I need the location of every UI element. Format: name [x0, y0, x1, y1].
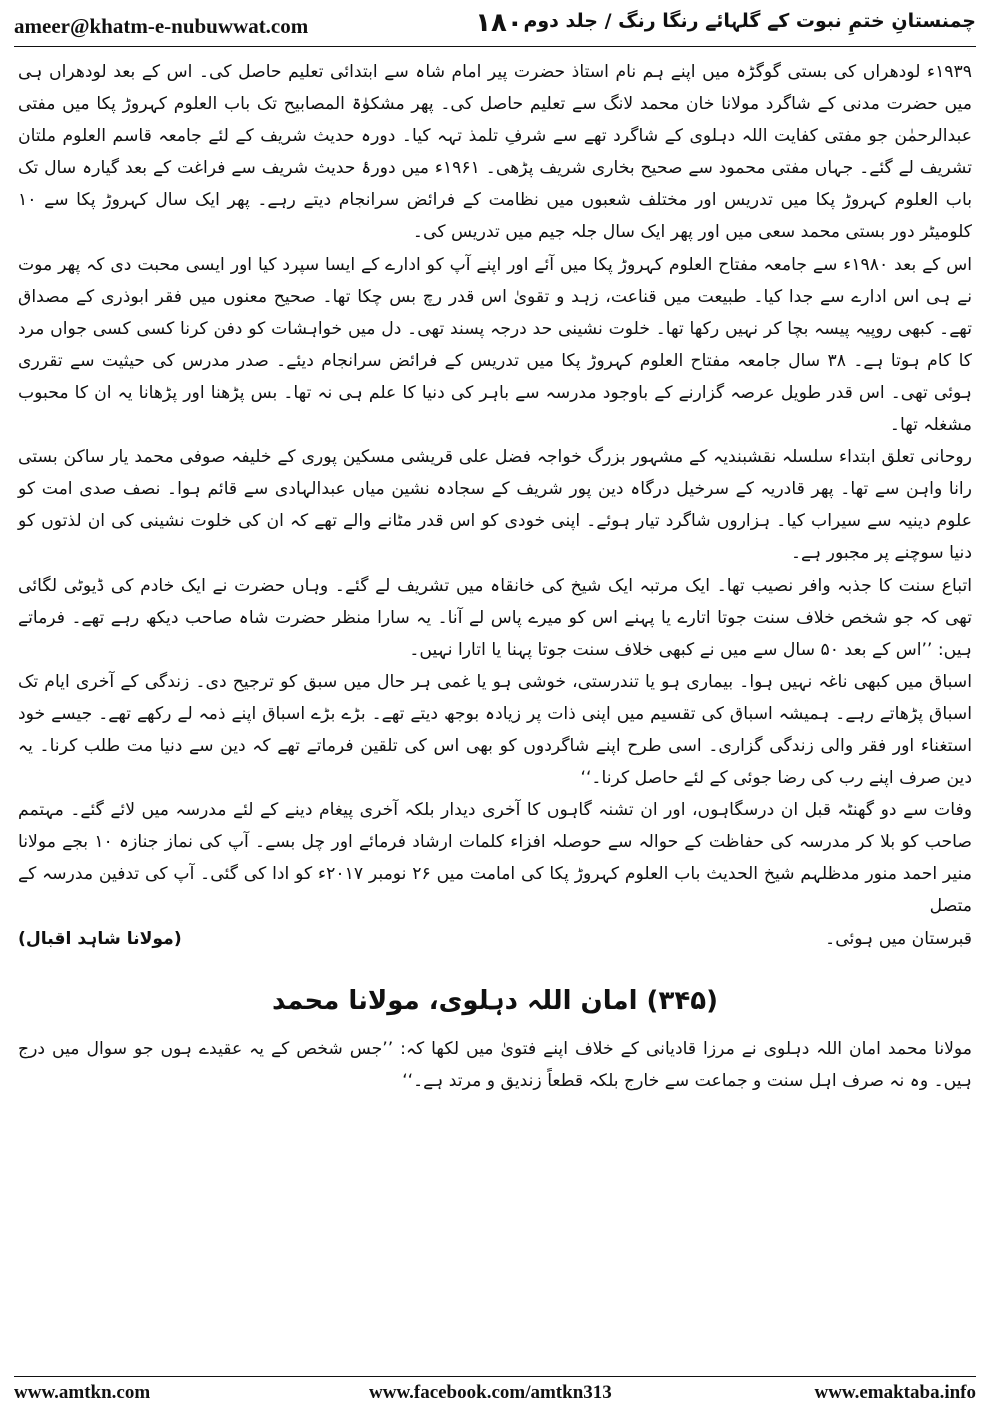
- paragraph-lessons: اسباق میں کبھی ناغہ نہیں ہوا۔ بیماری ہو یا تندرستی، خوشی ہو یا غمی ہر حال میں سبق کو ترجیح دی۔ زندگی کے آخری ایام تک اسباق پڑھاتے رہے۔ ہمیشہ اسباق کی تقسیم میں اپنی ذات پر زیادہ بوجھ دیتے تھے۔ بڑے بڑے اسباق اپنے ذمہ لے رکھے تھے۔ جیسے خود استغناء اور فقر والی زندگی گزاری۔ اسی طرح اپنے شاگردوں کو بھی اس کی تلقین فرماتے تھے کہ دین سے دنیا مت طلب کرنا۔ یہ دین صرف اپنے رب کی رضا جوئی کے لئے حاصل کرنا۔‘‘: [18, 671, 972, 789]
- page-number: ۱۸۰: [475, 8, 523, 38]
- page-body: [18, 56, 972, 1097]
- header-divider: [14, 46, 976, 47]
- header-email[interactable]: ameer@khatm-e-nubuwwat.com: [14, 14, 309, 38]
- page-footer: [14, 1382, 976, 1412]
- paragraph-education: ۱۹۳۹ء لودھراں کی بستی گوگڑہ میں اپنے ہم نام استاذ حضرت پیر امام شاہ سے ابتدائی تعلیم حاصل کی۔ اس کے بعد لودھراں ہی میں حضرت مدنی کے شاگرد مولانا خان محمد لانگ سے تعلیم حاصل کی۔ پھر مشکوٰۃ المصابیح تک باب العلوم کہروڑ پکا میں مفتی عبدالرحمٰن جو مفتی کفایت اللہ دہلوی کے شاگرد تھے سے شرفِ تلمذ تہہ کیا۔ دورہ حدیث شریف کے لئے جامعہ قاسم العلوم ملتان تشریف لے گئے۔ جہاں مفتی محمود سے صحیح بخاری شریف پڑھی۔ ۱۹۶۱ء میں دورۂ حدیث شریف سے فراغت کے بعد گیارہ سال تک باب العلوم کہروڑ پکا میں تدریس اور مختلف شعبوں میں نظامت کے فرائض سرانجام دیتے رہے۔ پھر ایک سال کہروڑ پکا سے ۱۰ کلومیٹر دور بستی محمد سعی میں اور پھر ایک سال جلہ جیم میں تدریس کی۔: [18, 62, 972, 243]
- footer-link-emaktaba[interactable]: www.emaktaba.info: [814, 1382, 976, 1403]
- author-credit: (مولانا شاہد اقبال): [18, 928, 182, 949]
- page-header: [14, 6, 976, 46]
- paragraph-teaching: اس کے بعد ۱۹۸۰ء سے جامعہ مفتاح العلوم کہروڑ پکا میں آئے اور اپنے آپ کو ادارے کے ایسا سپرد کیا اور ایسی محبت دی کہ پھر موت نے ہی اس ادارے سے جدا کیا۔ طبیعت میں قناعت، زہد و تقویٰ اس قدر رچ بس چکا تھا۔ صحیح معنوں میں فقر ابوذری کے مصداق تھے۔ کبھی روپیہ پیسہ بچا کر نہیں رکھا تھا۔ خلوت نشینی حد درجہ پسند تھی۔ دل میں خواہشات کو دفن کرنا کسی کسی جواں مرد کا کام ہوتا ہے۔ ۳۸ سال جامعہ مفتاح العلوم کہروڑ پکا میں تدریس کے فرائض سرانجام دیئے۔ صدر مدرس کی حیثیت سے تقرری ہوئی تھی۔ اس قدر طویل عرصہ گزارنے کے باوجود مدرسہ سے باہر کی دنیا کا علم ہی نہ تھا۔ بس پڑھنا اور پڑھانا یہ ان کا محبوب مشغلہ تھا۔: [18, 254, 973, 436]
- paragraph-death-last-line: قبرستان میں ہوئی۔: [825, 928, 972, 949]
- paragraph-sunnah: اتباع سنت کا جذبہ وافر نصیب تھا۔ ایک مرتبہ ایک شیخ کی خانقاہ میں تشریف لے گئے۔ وہاں حضرت نے ایک خادم کی ڈیوٹی لگائی تھی کہ جو شخص خلاف سنت جوتا اتارے یا پہنے اس کو میرے پاس لے آنا۔ یہ سارا منظر حضرت شاہ صاحب دیکھ رہے تھے۔ فرماتے ہیں: ’’اس کے بعد ۵۰ سال سے میں نے کبھی خلاف سنت جوتا پہنا یا اتارا نہیں۔: [18, 575, 972, 660]
- paragraph-fatwa: مولانا محمد امان اللہ دہلوی نے مرزا قادیانی کے خلاف اپنے فتویٰ میں لکھا کہ: ’’جس شخص کے یہ عقیدے ہوں جو سوال میں درج ہیں۔ وہ نہ صرف اہل سنت و جماعت سے خارج بلکہ قطعاً زندیق و مرتد ہے۔‘‘: [18, 1038, 972, 1091]
- book-title: چمنستانِ ختمِ نبوت کے گلہائے رنگا رنگ / جلد دوم: [523, 10, 976, 32]
- paragraph-spiritual: روحانی تعلق ابتداء سلسلہ نقشبندیہ کے مشہور بزرگ خواجہ فضل علی قریشی مسکین پوری کے خلیفہ صوفی محمد یار ساکن بستی رانا واہن سے تھا۔ پھر قادریہ کے سرخیل درگاہ دین پور شریف کے سجادہ نشین میاں عبدالہادی سے قائم ہوا۔ نصف صدی امت کو علوم دینیہ سے سیراب کیا۔ ہزاروں شاگرد تیار ہوئے۔ اپنی خودی کو اس قدر مٹانے والے تھے کہ ان کی خلوت نشینی کی ان لذتوں کو دنیا سوچنے پر مجبور ہے۔: [18, 447, 972, 564]
- paragraph-death-end: [18, 923, 972, 955]
- footer-link-facebook[interactable]: www.facebook.com/amtkn313: [369, 1382, 612, 1403]
- footer-divider: [14, 1376, 976, 1377]
- footer-link-amtkn[interactable]: www.amtkn.com: [14, 1382, 151, 1403]
- paragraph-death: وفات سے دو گھنٹہ قبل ان درسگاہوں، اور ان تشنہ گاہوں کا آخری دیدار بلکہ آخری پیغام دینے کے لئے مدرسہ میں لائے گئے۔ مہتمم صاحب کو بلا کر مدرسہ کی حفاظت کے حوالہ سے حوصلہ افزاء کلمات ارشاد فرمائے اور چل بسے۔ آپ کی نماز جنازہ ۱۰ بجے مولانا منیر احمد منور مدظلہم شیخ الحدیث باب العلوم کہروڑ پکا کی امامت میں ۲۶ نومبر ۲۰۱۷ء کو ادا کی گئی۔ آپ کی تدفین مدرسہ کے متصل: [18, 800, 972, 917]
- section-heading: (۳۴۵) امان اللہ دہلوی، مولانا محمد: [272, 985, 718, 1016]
